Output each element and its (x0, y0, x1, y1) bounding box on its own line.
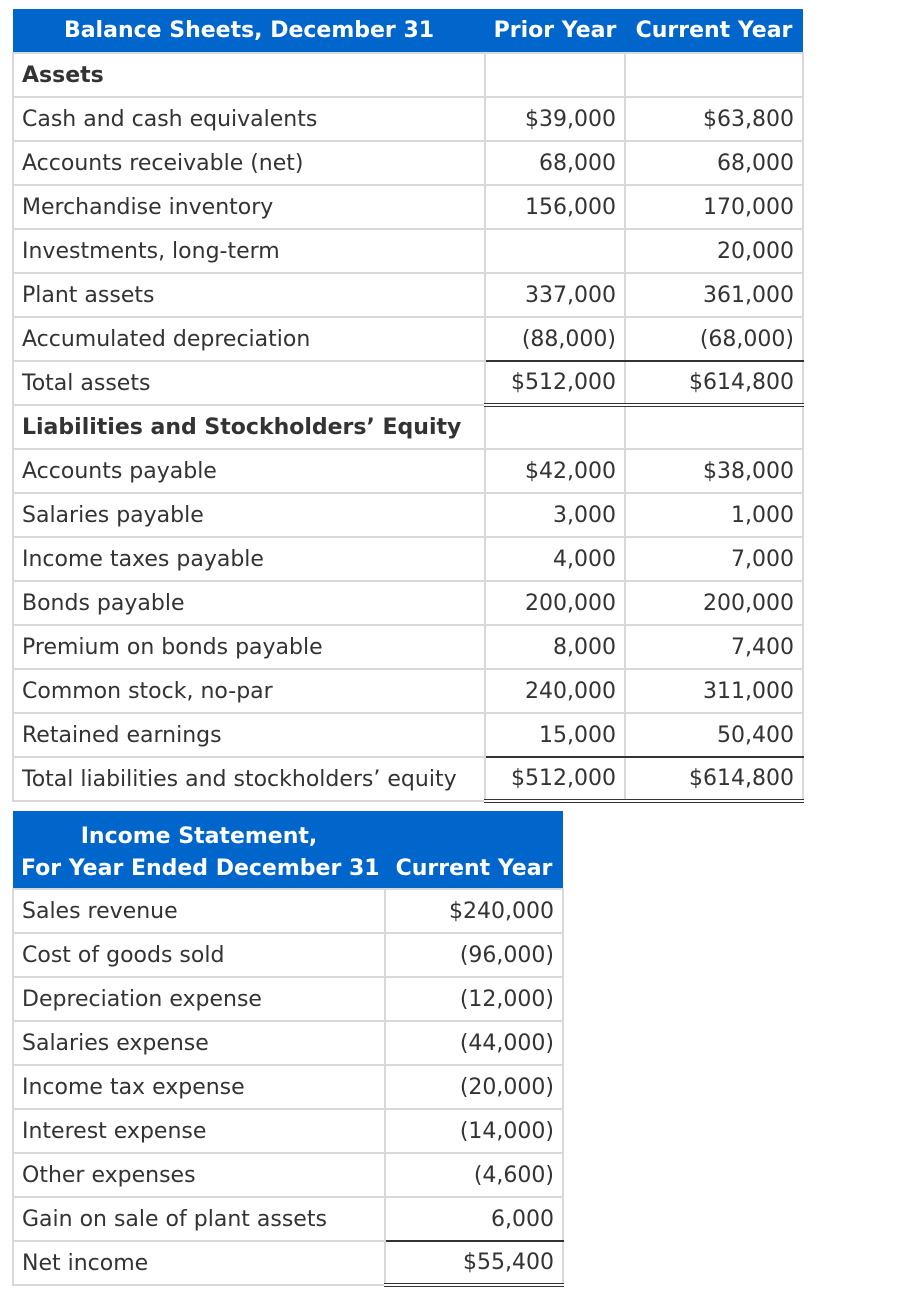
row-label: Interest expense (13, 1109, 385, 1153)
current-value: 68,000 (625, 141, 803, 185)
table-row (13, 889, 563, 933)
current-value: 6,000 (385, 1197, 563, 1241)
assets-heading: Assets (13, 53, 485, 97)
row-label: Accounts payable (13, 449, 485, 493)
row-label: Sales revenue (13, 889, 385, 933)
income-title-line2: For Year Ended December 31 (13, 849, 385, 889)
row-label: Accumulated depreciation (13, 317, 485, 361)
row-label: Bonds payable (13, 581, 485, 625)
prior-value: 68,000 (485, 141, 625, 185)
table-row (13, 317, 803, 361)
row-label: Plant assets (13, 273, 485, 317)
liabilities-heading: Liabilities and Stockholders’ Equity (13, 405, 485, 449)
current-value: (68,000) (625, 317, 803, 361)
prior-value: $42,000 (485, 449, 625, 493)
total-liabilities-row (13, 757, 803, 801)
current-value: (4,600) (385, 1153, 563, 1197)
row-label: Salaries expense (13, 1021, 385, 1065)
current-value: (14,000) (385, 1109, 563, 1153)
current-value: (12,000) (385, 977, 563, 1021)
current-value: 361,000 (625, 273, 803, 317)
empty-cell (485, 53, 625, 97)
table-row (13, 713, 803, 757)
balance-sheet-table (12, 9, 804, 803)
income-header-row-2 (13, 849, 563, 889)
row-label: Income tax expense (13, 1065, 385, 1109)
current-value: (44,000) (385, 1021, 563, 1065)
table-row (13, 1021, 563, 1065)
prior-value (485, 229, 625, 273)
current-value: 311,000 (625, 669, 803, 713)
income-title-line1: Income Statement, (13, 811, 385, 849)
prior-value: (88,000) (485, 317, 625, 361)
empty-cell (625, 405, 803, 449)
row-label: Income taxes payable (13, 537, 485, 581)
current-value: 50,400 (625, 713, 803, 757)
current-value: 7,000 (625, 537, 803, 581)
current-year-header: Current Year (625, 9, 803, 53)
current-value: $240,000 (385, 889, 563, 933)
prior-year-header: Prior Year (485, 9, 625, 53)
row-label: Merchandise inventory (13, 185, 485, 229)
table-row (13, 669, 803, 713)
row-label: Total liabilities and stockholders’ equity (13, 757, 485, 801)
table-row (13, 97, 803, 141)
row-label: Other expenses (13, 1153, 385, 1197)
prior-value: $512,000 (485, 757, 625, 801)
current-value: 200,000 (625, 581, 803, 625)
income-statement-table (12, 811, 564, 1287)
table-row (13, 581, 803, 625)
prior-value: $39,000 (485, 97, 625, 141)
current-value: $614,800 (625, 757, 803, 801)
row-label: Net income (13, 1241, 385, 1285)
income-header-row-1 (13, 811, 563, 849)
table-row (13, 141, 803, 185)
prior-value: 15,000 (485, 713, 625, 757)
current-value: $614,800 (625, 361, 803, 405)
table-row (13, 977, 563, 1021)
prior-value: 4,000 (485, 537, 625, 581)
table-row (13, 185, 803, 229)
table-row (13, 229, 803, 273)
liabilities-heading-row (13, 405, 803, 449)
table-row (13, 1153, 563, 1197)
row-label: Gain on sale of plant assets (13, 1197, 385, 1241)
table-row (13, 1197, 563, 1241)
current-value: 1,000 (625, 493, 803, 537)
empty-cell (485, 405, 625, 449)
row-label: Accounts receivable (net) (13, 141, 485, 185)
table-row (13, 273, 803, 317)
row-label: Salaries payable (13, 493, 485, 537)
balance-header-row (13, 9, 803, 53)
row-label: Cash and cash equivalents (13, 97, 485, 141)
row-label: Investments, long-term (13, 229, 485, 273)
current-value: $63,800 (625, 97, 803, 141)
prior-value: 8,000 (485, 625, 625, 669)
net-income-row (13, 1241, 563, 1285)
row-label: Depreciation expense (13, 977, 385, 1021)
current-value: (20,000) (385, 1065, 563, 1109)
row-label: Premium on bonds payable (13, 625, 485, 669)
current-value: 7,400 (625, 625, 803, 669)
row-label: Common stock, no-par (13, 669, 485, 713)
prior-value: 337,000 (485, 273, 625, 317)
income-current-year-header: Current Year (385, 849, 563, 889)
table-row (13, 933, 563, 977)
current-value: $38,000 (625, 449, 803, 493)
balance-title: Balance Sheets, December 31 (13, 9, 485, 53)
prior-value: 3,000 (485, 493, 625, 537)
total-assets-row (13, 361, 803, 405)
prior-value: 156,000 (485, 185, 625, 229)
prior-value: 240,000 (485, 669, 625, 713)
current-value: (96,000) (385, 933, 563, 977)
current-value: 20,000 (625, 229, 803, 273)
row-label: Retained earnings (13, 713, 485, 757)
current-value: $55,400 (385, 1241, 563, 1285)
empty-cell (625, 53, 803, 97)
prior-value: $512,000 (485, 361, 625, 405)
table-row (13, 1065, 563, 1109)
table-row (13, 625, 803, 669)
prior-value: 200,000 (485, 581, 625, 625)
table-row (13, 1109, 563, 1153)
table-row (13, 449, 803, 493)
empty-header-cell (385, 811, 563, 849)
row-label: Cost of goods sold (13, 933, 385, 977)
table-row (13, 493, 803, 537)
current-value: 170,000 (625, 185, 803, 229)
row-label: Total assets (13, 361, 485, 405)
assets-heading-row (13, 53, 803, 97)
table-row (13, 537, 803, 581)
